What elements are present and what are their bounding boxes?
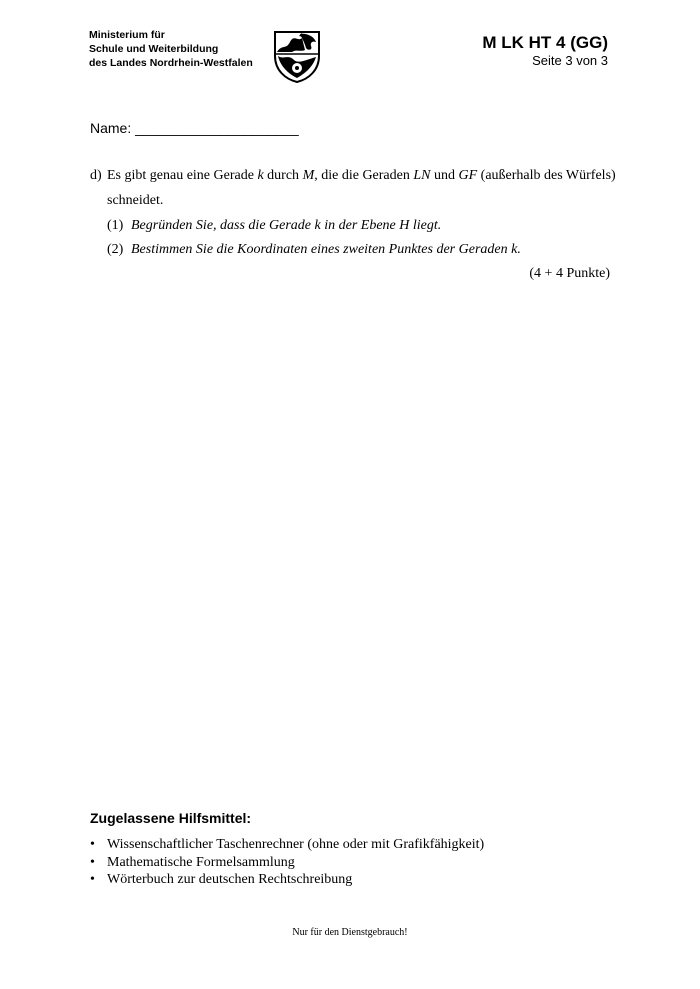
bullet-icon: • <box>90 837 95 852</box>
task-line-1 <box>107 168 616 184</box>
ministry-line: Schule und Weiterbildung <box>89 43 219 55</box>
task-text: Es gibt genau eine Gerade <box>107 168 258 183</box>
name-blank-line: _____________________ <box>135 120 299 136</box>
task-var-M: M <box>302 168 315 183</box>
task-var-k: k <box>257 168 264 183</box>
subtask-2-text: Bestimmen Sie die Koordinaten eines zweiten Punktes der Geraden k. <box>131 242 521 257</box>
task-var-LN: LN <box>413 168 431 183</box>
aid-text: Mathematische Formelsammlung <box>107 854 295 870</box>
task-text: durch <box>263 168 303 183</box>
name-label: Name: <box>90 120 132 136</box>
list-item <box>90 871 484 889</box>
bullet-icon: • <box>90 854 95 870</box>
subtask-2-number: (2) <box>107 242 124 257</box>
aids-heading: Zugelassene Hilfsmittel: <box>90 810 252 826</box>
aids-list <box>90 836 484 889</box>
ministry-line: des Landes Nordrhein-Westfalen <box>89 57 253 69</box>
subtask-1-text: Begründen Sie, dass die Gerade k in der Ebene H liegt. <box>131 218 442 233</box>
task-text: , die die Geraden <box>314 168 414 183</box>
page-info: Seite 3 von 3 <box>532 53 608 68</box>
exam-code: M LK HT 4 (GG) <box>482 33 608 52</box>
exam-code-block <box>482 33 608 68</box>
name-field <box>90 120 299 136</box>
task-text: und <box>430 168 459 183</box>
points-label: (4 + 4 Punkte) <box>529 266 610 281</box>
aid-text: Wissenschaftlicher Taschenrechner (ohne oder mit Grafikfähigkeit) <box>107 837 485 852</box>
subtask-1-number: (1) <box>107 218 124 233</box>
list-item <box>90 836 484 854</box>
aid-text: Wörterbuch zur deutschen Rechtschreibung <box>107 872 353 887</box>
task-letter: d) <box>90 168 102 183</box>
task-text: (außerhalb des Würfels) <box>477 168 616 183</box>
footer-note: Nur für den Dienstgebrauch! <box>292 927 408 938</box>
ministry-line: Ministerium für <box>89 29 165 41</box>
task-var-GF: GF <box>458 168 478 183</box>
nrw-coat-of-arms-icon <box>272 30 322 84</box>
task-line-2: schneidet. <box>107 193 164 208</box>
bullet-icon: • <box>90 872 95 887</box>
ministry-name <box>89 28 253 70</box>
list-item <box>90 854 484 872</box>
